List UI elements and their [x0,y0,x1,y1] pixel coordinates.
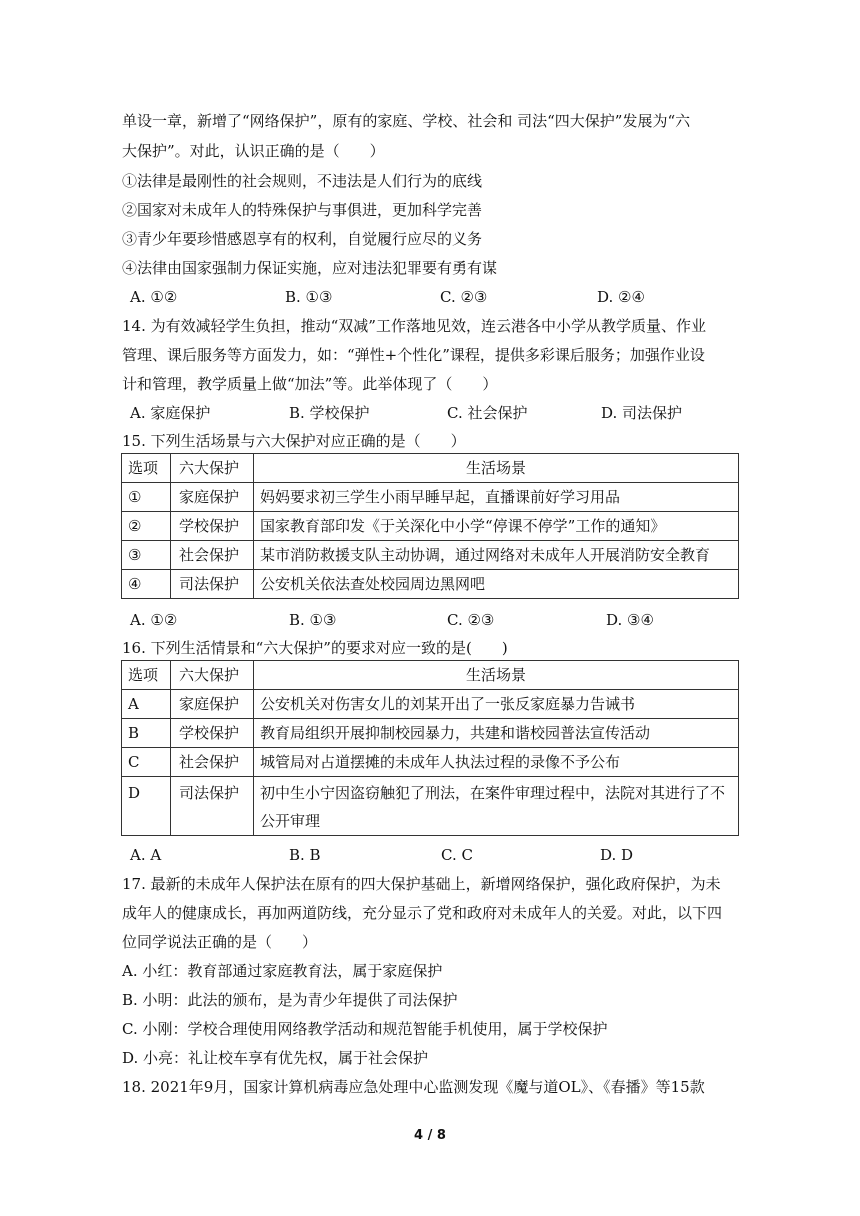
row-option: ① [122,483,171,512]
header-protection: 六大保护 [171,661,254,690]
table-row [122,483,739,512]
q13-statement-1: ①法律是最刚性的社会规则，不违法是人们行为的底线 [122,172,483,190]
q17-option-d[interactable]: D. 小亮：礼让校车享有优先权，属于社会保护 [122,1049,429,1067]
table-row [122,777,739,836]
q13-stem-line-2: 大保护”。对此，认识正确的是（ ） [122,142,385,160]
q13-statement-4: ④法律由国家强制力保证实施，应对违法犯罪要有勇有谋 [122,259,498,277]
table-row [122,690,739,719]
q15-option-b[interactable]: B. ①③ [289,611,337,629]
q13-option-c[interactable]: C. ②③ [440,288,488,306]
row-option: C [122,748,171,777]
table-row [122,541,739,570]
row-option: B [122,719,171,748]
q15-option-d[interactable]: D. ③④ [606,611,654,629]
row-protection: 学校保护 [171,512,254,541]
q14-option-c[interactable]: C. 社会保护 [447,404,528,422]
q13-option-a[interactable]: A. ①② [130,288,178,306]
q14-stem-line-2: 管理、课后服务等方面发力，如：“弹性+个性化”课程，提供多彩课后服务；加强作业设 [122,346,705,364]
q17-stem-line-3: 位同学说法正确的是（ ） [122,933,318,951]
q16-stem: 16. 下列生活情景和“六大保护”的要求对应一致的是( ) [122,639,508,657]
q14-option-a[interactable]: A. 家庭保护 [130,404,211,422]
q17-option-c[interactable]: C. 小刚：学校合理使用网络教学活动和规范智能手机使用，属于学校保护 [122,1020,608,1038]
row-protection: 家庭保护 [171,483,254,512]
q17-option-a[interactable]: A. 小红：教育部通过家庭教育法，属于家庭保护 [122,962,443,980]
q17-stem-line-2: 成年人的健康成长，再加两道防线，充分显示了党和政府对未成年人的关爱。对此，以下四 [122,904,723,922]
header-option: 选项 [122,454,171,483]
q14-stem-line-3: 计和管理，教学质量上做“加法”等。此举体现了（ ） [122,375,498,393]
q13-option-b[interactable]: B. ①③ [285,288,333,306]
table-row [122,570,739,599]
table-row [122,512,739,541]
row-scene: 妈妈要求初三学生小雨早睡早起，直播课前好学习用品 [254,483,739,512]
q13-option-d[interactable]: D. ②④ [597,288,645,306]
row-protection: 司法保护 [171,570,254,599]
q13-statement-3: ③青少年要珍惜感恩享有的权利，自觉履行应尽的义务 [122,230,483,248]
q16-table [121,660,739,836]
q15-stem: 15. 下列生活场景与六大保护对应正确的是（ ） [122,432,466,450]
header-protection: 六大保护 [171,454,254,483]
q16-option-a[interactable]: A. A [130,846,162,864]
row-scene: 公安机关依法查处校园周边黑网吧 [254,570,739,599]
q16-option-b[interactable]: B. B [289,846,321,864]
row-option: ③ [122,541,171,570]
header-scene: 生活场景 [254,454,739,483]
row-scene [254,777,739,836]
table-row [122,719,739,748]
header-option: 选项 [122,661,171,690]
q18-stem-line-1: 18. 2021年9月，国家计算机病毒应急处理中心监测发现《魔与道OL》、《春播》等15款 [122,1078,705,1096]
row-option: ② [122,512,171,541]
table-header-row [122,454,739,483]
row-option: D [122,777,171,836]
row-protection: 学校保护 [171,719,254,748]
row-option: A [122,690,171,719]
q13-stem-line-1: 单设一章，新增了“网络保护”，原有的家庭、学校、社会和 司法“四大保护”发展为“六 [122,112,691,130]
q17-stem-line-1: 17. 最新的未成年人保护法在原有的四大保护基础上，新增网络保护，强化政府保护，为未 [122,875,721,893]
row-scene: 公安机关对伤害女儿的刘某开出了一张反家庭暴力告诫书 [254,690,739,719]
q16-option-c[interactable]: C. C [441,846,473,864]
header-scene: 生活场景 [254,661,739,690]
row-protection: 司法保护 [171,777,254,836]
row-scene: 教育局组织开展抑制校园暴力，共建和谐校园普法宣传活动 [254,719,739,748]
row-scene: 某市消防救援支队主动协调，通过网络对未成年人开展消防安全教育 [254,541,739,570]
table-row [122,748,739,777]
row-protection: 家庭保护 [171,690,254,719]
q17-option-b[interactable]: B. 小明：此法的颁布，是为青少年提供了司法保护 [122,991,458,1009]
page-number: 4 / 8 [414,1128,446,1143]
q15-table [121,453,739,599]
row-scene-line-1: 初中生小宁因盗窃触犯了刑法，在案件审理过程中，法院对其进行了不 [260,784,726,802]
row-protection: 社会保护 [171,748,254,777]
q13-statement-2: ②国家对未成年人的特殊保护与事俱进，更加科学完善 [122,201,483,219]
q14-option-b[interactable]: B. 学校保护 [289,404,370,422]
q16-option-d[interactable]: D. D [600,846,634,864]
row-option: ④ [122,570,171,599]
row-protection: 社会保护 [171,541,254,570]
q15-option-c[interactable]: C. ②③ [447,611,495,629]
row-scene: 国家教育部印发《于关深化中小学“停课不停学”工作的通知》 [254,512,739,541]
q14-option-d[interactable]: D. 司法保护 [601,404,683,422]
q14-stem-line-1: 14. 为有效减轻学生负担，推动“双减”工作落地见效，连云港各中小学从教学质量、作业 [122,317,706,335]
row-scene-line-2: 公开审理 [260,812,321,830]
table-header-row [122,661,739,690]
row-scene: 城管局对占道摆摊的未成年人执法过程的录像不予公布 [254,748,739,777]
q15-option-a[interactable]: A. ①② [130,611,178,629]
